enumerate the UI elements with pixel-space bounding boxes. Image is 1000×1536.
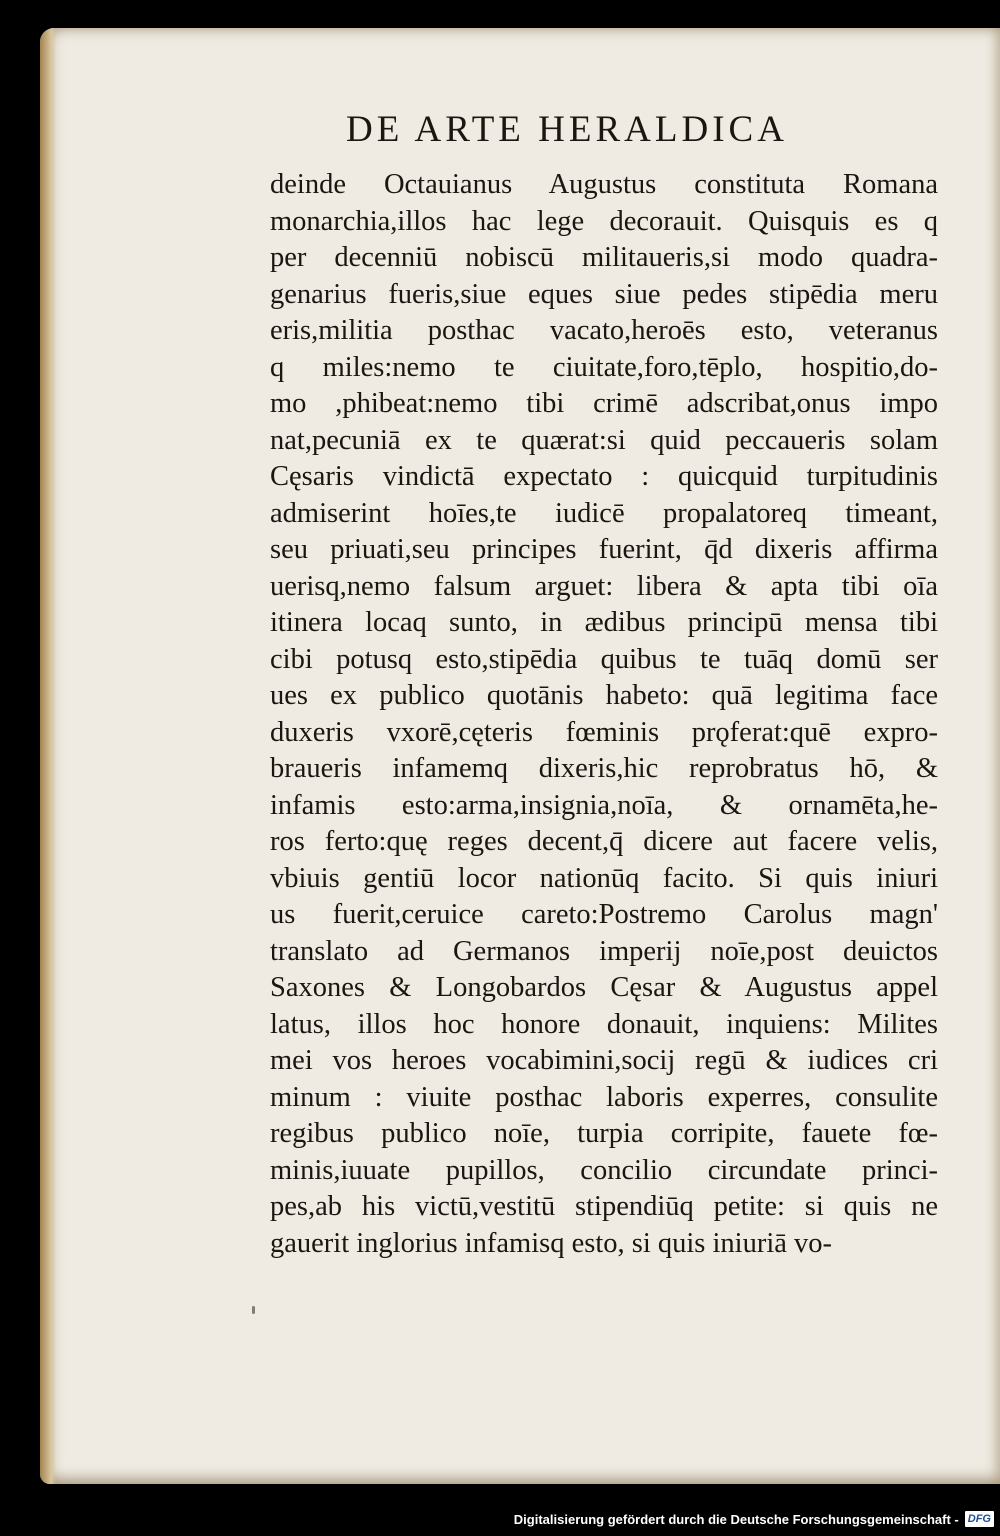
text-line: q miles:nemo te ciuitate,foro,tēplo, hospitio,do- [270, 351, 938, 383]
text-line: Saxones & Longobardos Cęsar & Augustus appel [270, 972, 938, 1003]
text-line: per decenniū nobiscū militaueris,si modo quadra- [270, 242, 938, 273]
text-line: mo ,phibeat:nemo tibi crimē adscribat,onus impo [270, 388, 938, 419]
dfg-logo-icon: DFG [965, 1511, 994, 1527]
text-line: Cęsaris vindictā expectato : quicquid turpitudinis [270, 461, 938, 492]
page-edge-shadow [40, 28, 56, 1484]
text-line: admiserint hoīes,te iudicē propalatoreq timeant, [270, 497, 938, 529]
text-line: ues ex publico quotānis habeto: quā legitima face [270, 680, 938, 711]
text-line: gauerit inglorius infamisq esto, si quis iniuriā vo- [270, 1227, 833, 1259]
text-line: monarchia,illos hac lege decorauit. Quisquis es q [270, 205, 938, 237]
text-line: ros ferto:quę reges decent,q̄ dicere aut facere velis, [270, 826, 938, 857]
text-line: translato ad Germanos imperij noīe,post deuictos [270, 935, 938, 967]
text-line: itinera locaq sunto, in ædibus principū mensa tibi [270, 607, 938, 638]
text-line: cibi potusq esto,stipēdia quibus te tuāq domū ser [270, 643, 938, 675]
text-line: seu priuati,seu principes fuerint, q̄d dixeris affirma [270, 534, 938, 565]
footer-credit: Digitalisierung gefördert durch die Deutsche Forschungsgemeinschaft - [513, 1511, 959, 1527]
text-block [270, 167, 938, 1262]
text-line: genarius fueris,siue eques siue pedes stipēdia meru [270, 278, 938, 310]
ink-speck [252, 1306, 255, 1314]
text-line: nat,pecuniā ex te quærat:si quid peccaueris solam [270, 424, 938, 456]
text-line: us fuerit,ceruice careto:Postremo Carolus magn' [270, 899, 938, 930]
text-line: infamis esto:arma,insignia,noīa, & ornamēta,he- [270, 789, 938, 821]
text-line: latus, illos hoc honore donauit, inquiens: Milites [270, 1008, 938, 1040]
text-line: duxeris vxorē,cęteris fœminis prǫferat:quē expro- [270, 716, 938, 748]
text-line: eris,militia posthac vacato,heroēs esto, veteranus [270, 315, 938, 346]
digitization-footer [514, 1504, 994, 1534]
text-line: pes,ab his victū,vestitū stipendiūq petite: si quis ne [270, 1191, 938, 1222]
running-head: DE ARTE HERALDICA [346, 109, 788, 150]
text-line: regibus publico noīe, turpia corripite, fauete fœ- [270, 1118, 938, 1149]
text-line: minum : viuite posthac laboris experres, consulite [270, 1081, 938, 1113]
text-line: braueris infamemq dixeris,hic reprobratus hō, & [270, 753, 938, 784]
text-line: vbiuis gentiū locor nationūq facito. Si quis iniuri [270, 862, 938, 894]
text-line: minis,iuuate pupillos, concilio circundate princi- [270, 1154, 938, 1186]
text-line: deinde Octauianus Augustus constituta Romana [270, 169, 938, 200]
text-line: uerisq,nemo falsum arguet: libera & apta tibi oīa [270, 570, 938, 602]
text-line: mei vos heroes vocabimini,socij regū & iudices cri [270, 1045, 938, 1076]
